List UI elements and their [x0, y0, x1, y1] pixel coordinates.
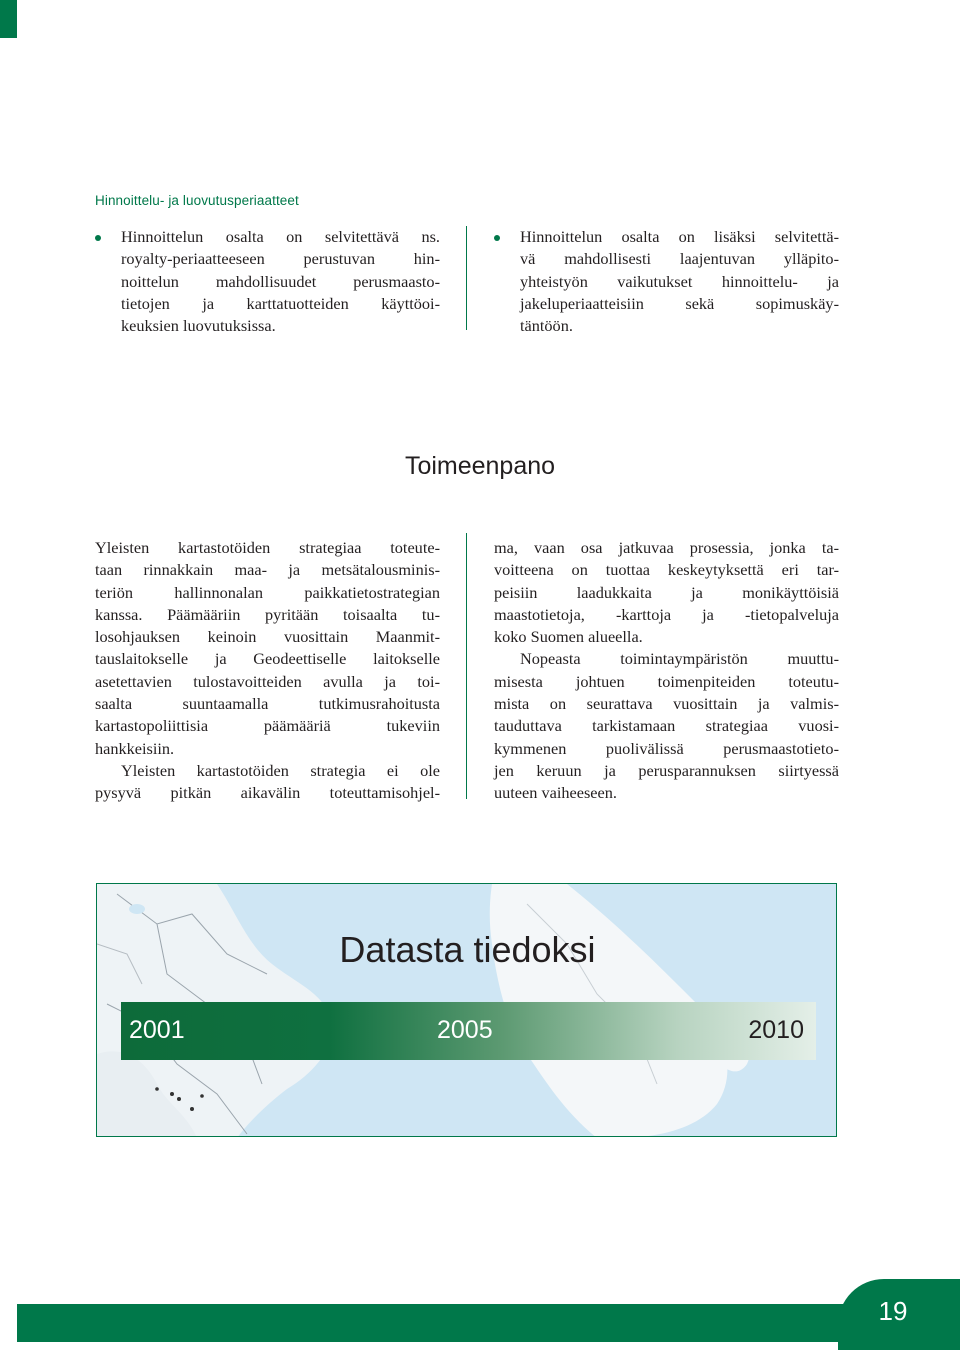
text-line: kartastopoliittisia päämääriä tukeviin [95, 716, 440, 736]
timeline-year: 2005 [437, 1016, 493, 1044]
text-line: koko Suomen alueella. [494, 627, 643, 647]
text-line: maastotietoja, -karttoja ja -tietopalveluja [494, 604, 839, 624]
text-line: jakeluperiaatteisiin sekä sopimuskäy- [520, 293, 839, 313]
text-line: losohjauksen keinoin vuosittain Maanmit- [95, 627, 440, 647]
text-line: pysyvä pitkän aikavälin toteuttamisohjel- [95, 783, 440, 803]
text-line: Hinnoittelun osalta on selvitettävä ns. [121, 227, 440, 246]
text-line: mista on seurattava vuosittain ja valmis- [494, 694, 839, 714]
section-heading: Toimeenpano [404, 452, 556, 480]
text-line: misesta johtuen toimenpiteiden toteutu- [494, 671, 839, 691]
text-line: royalty-periaatteeseen perustuvan hin- [121, 249, 440, 269]
text-line: hankkeisiin. [95, 738, 175, 758]
bullet-item [95, 226, 440, 337]
text-line: ma, vaan osa jatkuvaa prosessia, jonka ta- [494, 538, 839, 557]
text-line: Yleisten kartastotöiden strategiaa toteute- [95, 538, 440, 557]
text-line: teriön hallinnonalan paikkatietostrategian [95, 582, 440, 602]
page-number: 19 [878, 1296, 908, 1326]
body-column-left [95, 537, 440, 805]
text-line: täntöön. [520, 316, 573, 336]
timeline-bar [121, 1002, 816, 1060]
bullet-item [494, 226, 839, 337]
text-line: saalta suuntaamalla tutkimusrahoitusta [95, 694, 440, 714]
text-line: jen keruun ja perusparannuksen siirtyessä [494, 760, 839, 780]
text-line: uuteen vaiheeseen. [494, 783, 617, 803]
bullet-icon [494, 235, 500, 241]
text-line: kymmenen puolivälissä perusmaastotieto- [494, 738, 839, 758]
section-label: Hinnoittelu- ja luovutusperiaatteet [95, 193, 299, 208]
text-line: taan rinnakkain maa- ja metsätalousminis- [95, 560, 440, 580]
body-column-right [494, 537, 839, 805]
corner-tab [0, 0, 17, 38]
footer-bar [17, 1304, 960, 1342]
timeline-year: 2001 [129, 1016, 185, 1044]
text-line: tauslaitokselle ja Geodeettiselle laitokselle [95, 649, 440, 669]
text-line: keuksien luovutuksissa. [121, 316, 276, 336]
timeline-year: 2010 [748, 1016, 804, 1044]
text-line: Nopeasta toimintaympäristön muuttu- [520, 649, 839, 669]
datasta-tiedoksi-banner [96, 883, 837, 1137]
bullet-icon [95, 235, 101, 241]
bullet-column-left [95, 226, 440, 337]
banner-title: Datasta tiedoksi [339, 929, 596, 970]
text-line: kanssa. Päämääriin pyritään toisaalta tu- [95, 604, 440, 624]
text-line: noittelun mahdollisuudet perusmaasto- [121, 271, 440, 291]
text-line: yhteistyön vaikutukset hinnoittelu- ja [520, 271, 839, 291]
text-line: vä mahdollisesti laajentuvan ylläpito- [520, 249, 839, 269]
bullet-column-right [494, 226, 839, 337]
text-line: tauduttava tarkistamaan strategiaa vuosi- [494, 716, 839, 736]
column-divider [466, 226, 467, 330]
text-line: tietojen ja karttatuotteiden käyttöoi- [121, 293, 440, 313]
text-line: peisiin laadukkaita ja monikäyttöisiä [494, 582, 839, 602]
column-divider [466, 533, 467, 799]
text-line: Yleisten kartastotöiden strategia ei ole [121, 760, 440, 780]
text-line: asetettavien tulostavoitteiden avulla ja toi- [95, 671, 440, 691]
text-line: voitteena on tuottaa keskeytyksettä eri tar- [494, 560, 839, 580]
text-line: Hinnoittelun osalta on lisäksi selvitettä- [520, 227, 839, 246]
